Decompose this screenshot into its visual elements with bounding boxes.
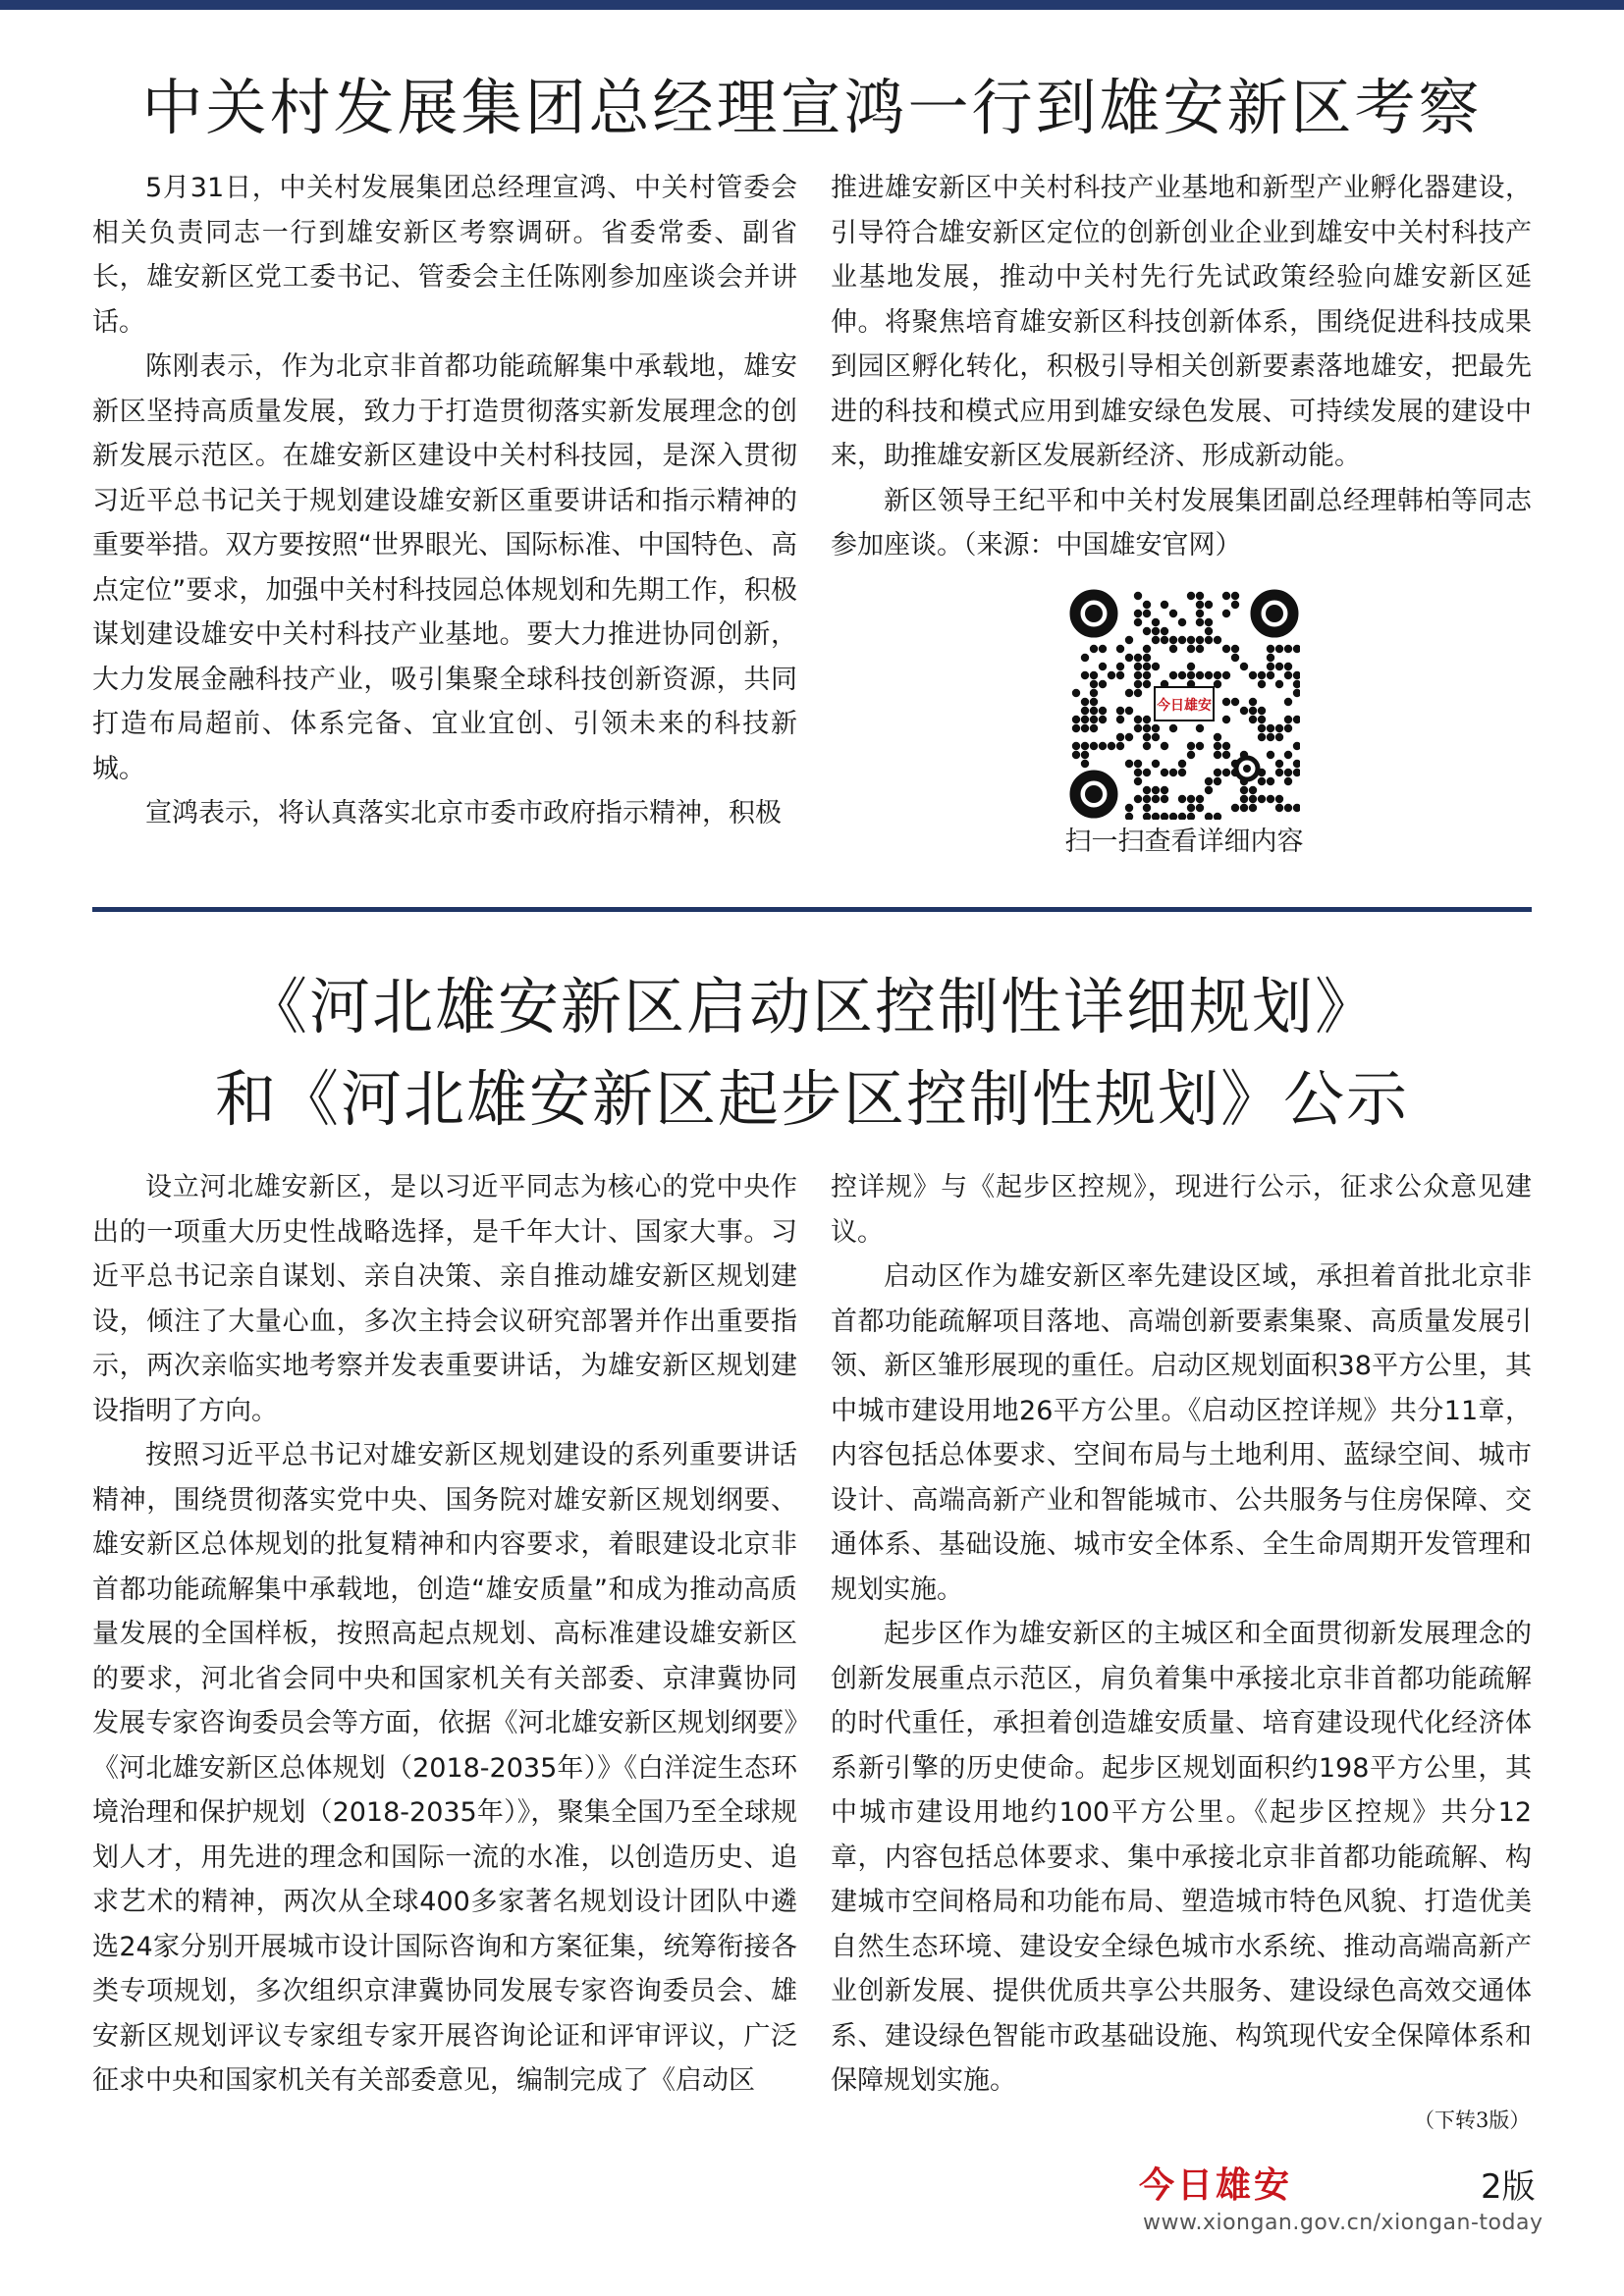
article2-paragraph: 起步区作为雄安新区的主城区和全面贯彻新发展理念的创新发展重点示范区，肩负着集中承接北京非首都功能疏解的时代重任，承担着创造雄安质量、培育建设现代化经济体系新引擎的历史使命。起步区规划面积约198平方公里，其中城市建设用地约100平方公里。《起步区控规》共分12章，内容包括总体要求、集中承接北京非首都功能疏解、构建城市空间格局和功能布局、塑造城市特色风貌、打造优美自然生态环境、建设安全绿色城市水系统、推动高端高新产业创新发展、提供优质共享公共服务、建设绿色高效交通体系、建设绿色智能市政基础设施、构筑现代安全保障体系和保障规划实施。 [831,1619,1532,2096]
footer-url[interactable]: www.xiongan.gov.cn/xiongan-today [1143,2211,1543,2235]
article2-paragraph: 启动区作为雄安新区率先建设区域，承担着首批北京非首都功能疏解项目落地、高端创新要素集聚、高质量发展引领、新区雏形展现的重任。启动区规划面积38平方公里，其中城市建设用地26平方公里。《启动区控详规》共分11章，内容包括总体要求、空间布局与土地利用、蓝绿空间、城市设计、高端高新产业和智能城市、公共服务与住房保障、交通体系、基础设施、城市安全体系、全生命周期开发管理和规划实施。 [831,1261,1532,1605]
article2-title-line2: 和《河北雄安新区起步区控制性规划》公示 [214,1063,1409,1135]
article2-paragraph: 控详规》与《起步区控规》，现进行公示，征求公众意见建议。 [831,1172,1532,1248]
qr-center-logo: 今日雄安 [1157,698,1212,714]
brand-logo: 今日雄安 [1139,2164,1293,2206]
article1-title: 中关村发展集团总经理宣鸿一行到雄安新区考察 [141,72,1483,143]
article1-paragraph: 陈刚表示，作为北京非首都功能疏解集中承载地，雄安新区坚持高质量发展，致力于打造贯彻落实新发展理念的创新发展示范区。在雄安新区建设中关村科技园，是深入贯彻习近平总书记关于规划建设雄安新区重要讲话和指示精神的重要举措。双方要按照“世界眼光、国际标准、中国特色、高点定位”要求，加强中关村科技园总体规划和先期工作，积极谋划建设雄安中关村科技产业基地。要大力推进协同创新，大力发展金融科技产业，吸引集聚全球科技创新资源，共同打造布局超前、体系完备、宜业宜创、引领未来的科技新城。 [92,351,797,784]
article2-paragraph: 设立河北雄安新区，是以习近平同志为核心的党中央作出的一项重大历史性战略选择，是千年大计、国家大事。习近平总书记亲自谋划、亲自决策、亲自推动雄安新区规划建设，倾注了大量心血，多次主持会议研究部署并作出重要指示，两次亲临实地考察并发表重要讲话，为雄安新区规划建设指明了方向。 [92,1172,797,1426]
top-header-bar [0,0,1624,10]
continued-notice: （下转3版） [1414,2109,1531,2132]
article1-paragraph: 5月31日，中关村发展集团总经理宣鸿、中关村管委会相关负责同志一行到雄安新区考察调研。省委常委、副省长，雄安新区党工委书记、管委会主任陈刚参加座谈会并讲话。 [92,173,797,338]
qr-code[interactable] [1068,588,1300,820]
article2-paragraph: 按照习近平总书记对雄安新区规划建设的系列重要讲话精神，围绕贯彻落实党中央、国务院对雄安新区规划纲要、雄安新区总体规划的批复精神和内容要求，着眼建设北京非首都功能疏解集中承载地，创造“雄安质量”和成为推动高质量发展的全国样板，按照高起点规划、高标准建设雄安新区的要求，河北省会同中央和国家机关有关部委、京津冀协同发展专家咨询委员会等方面，依据《河北雄安新区规划纲要》《河北雄安新区总体规划（2018-2035年）》《白洋淀生态环境治理和保护规划（2018-2035年）》，聚集全国乃至全球规划人才，用先进的理念和国际一流的水准，以创造历史、追求艺术的精神，两次从全球400多家著名规划设计团队中遴选24家分别开展城市设计国际咨询和方案征集，统筹衔接各类专项规划，多次组织京津冀协同发展专家咨询委员会、雄安新区规划评议专家组专家开展咨询论证和评审评议，广泛征求中央和国家机关有关部委意见，编制完成了《启动区 [92,1440,797,2096]
article1-paragraph: 推进雄安新区中关村科技产业基地和新型产业孵化器建设，引导符合雄安新区定位的创新创业企业到雄安中关村科技产业基地发展，推动中关村先行先试政策经验向雄安新区延伸。将聚焦培育雄安新区科技创新体系，围绕促进科技成果到园区孵化转化，积极引导相关创新要素落地雄安，把最先进的科技和模式应用到雄安绿色发展、可持续发展的建设中来，助推雄安新区发展新经济、形成新动能。 [831,173,1532,471]
section-divider [92,907,1532,912]
article2-column-right [831,1165,1532,2104]
article1-paragraph: 宣鸿表示，将认真落实北京市委市政府指示精神，积极 [145,798,782,828]
article2-title-line1: 《河北雄安新区启动区控制性详细规划》 [245,971,1378,1042]
article1-paragraph: 新区领导王纪平和中关村发展集团副总经理韩柏等同志参加座谈。（来源：中国雄安官网） [831,485,1532,561]
page-number: 2版 [1481,2167,1536,2207]
article2-column-left [92,1165,797,2104]
article1-column-right [831,166,1532,568]
qr-caption: 扫一扫查看详细内容 [1064,827,1304,857]
article1-column-left [92,166,797,836]
